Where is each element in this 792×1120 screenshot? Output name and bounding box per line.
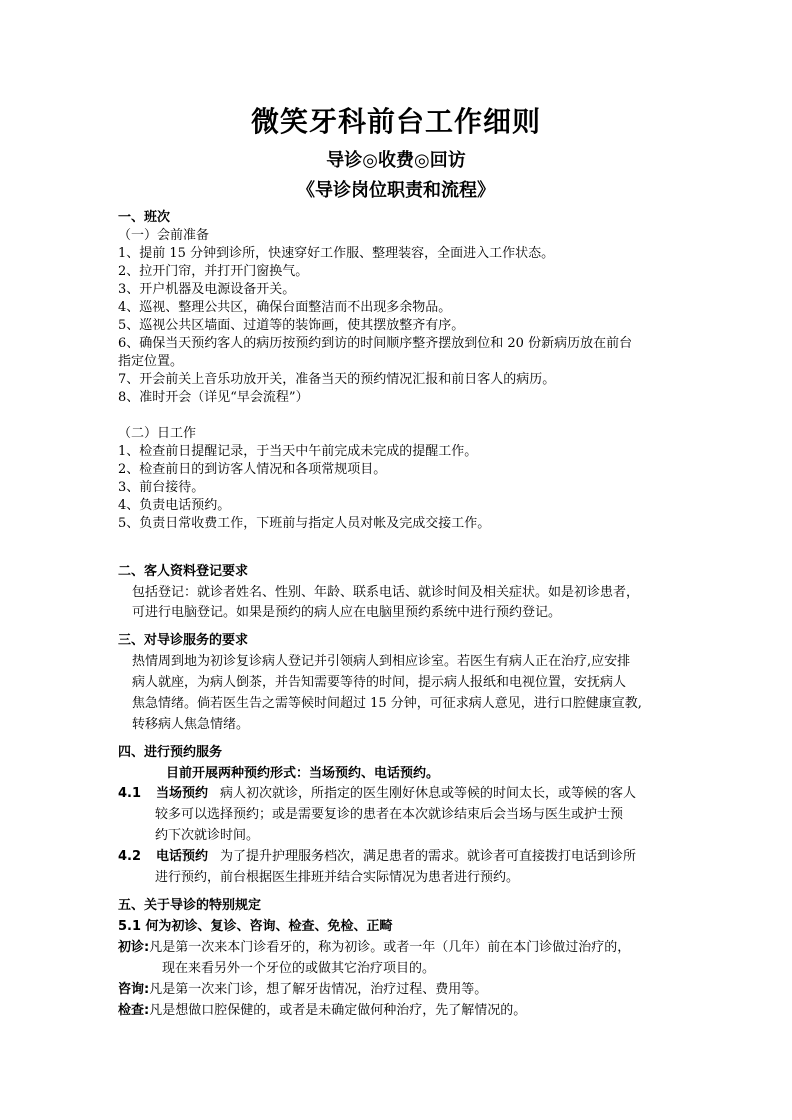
paragraph-line: 包括登记：就诊者姓名、性别、年龄、联系电话、就诊时间及相关症状。如是初诊患者， — [132, 585, 640, 600]
list-item: 7、开会前关上音乐功放开关，准备当天的预约情况汇报和前日客人的病历。 — [118, 372, 556, 387]
section-1-heading: 一、班次 — [118, 210, 171, 225]
list-item: 6、确保当天预约客人的病历按预约到访的时间顺序整齐摆放到位和 20 份新病历放在前台 — [118, 336, 633, 351]
list-item: 1、提前 15 分钟到诊所，快速穿好工作服、整理装容，全面进入工作状态。 — [118, 246, 555, 261]
section-4-heading: 四、进行预约服务 — [118, 745, 223, 760]
document-subtitle: 导诊◎收费◎回访 — [326, 150, 466, 171]
definition-label: 初诊: — [118, 940, 150, 955]
list-item: 2、拉开门帘，并打开门窗换气。 — [118, 264, 309, 279]
list-item: 1、检查前日提醒记录，于当天中午前完成未完成的提醒工作。 — [118, 444, 478, 459]
list-item: 3、开户机器及电源设备开关。 — [118, 282, 296, 297]
paragraph-line: 进行预约，前台根据医生排班并结合实际情况为患者进行预约。 — [155, 870, 520, 885]
item-4-1 — [118, 785, 636, 803]
item-label: 电话预约 — [156, 849, 209, 864]
definition-text: 凡是想做口腔保健的，或者是未确定做何种治疗，先了解情况的。 — [149, 1003, 527, 1018]
definition-label: 咨询: — [118, 982, 150, 997]
list-item: 3、前台接待。 — [118, 480, 205, 495]
document-title: 微笑牙科前台工作细则 — [250, 105, 541, 138]
definition-label: 检查: — [118, 1003, 150, 1018]
section-1-sub-2: （二）日工作 — [118, 426, 197, 441]
item-label: 当场预约 — [156, 786, 209, 801]
list-item: 5、负责日常收费工作，下班前与指定人员对帐及完成交接工作。 — [118, 516, 491, 531]
paragraph-line: 较多可以选择预约；或是需要复诊的患者在本次就诊结束后会当场与医生或护士预 — [155, 807, 624, 822]
section-3-heading: 三、对导诊服务的要求 — [118, 633, 249, 648]
item-4-2 — [118, 848, 636, 866]
list-item: 8、准时开会（详见“早会流程”） — [118, 390, 309, 405]
section-title: 《导诊岗位职责和流程》 — [297, 180, 495, 201]
definition-examination — [118, 1002, 526, 1020]
section-5-heading: 五、关于导诊的特别规定 — [118, 898, 262, 913]
paragraph-line: 可进行电脑登记。如果是预约的病人应在电脑里预约系统中进行预约登记。 — [132, 605, 562, 620]
list-item: 5、巡视公共区墙面、过道等的装饰画，使其摆放整齐有序。 — [118, 318, 465, 333]
paragraph-line: 约下次就诊时间。 — [155, 828, 260, 843]
paragraph-line: 病人就座，为病人倒茶，并告知需要等待的时间，提示病人报纸和电视位置，安抚病人 — [132, 675, 627, 690]
paragraph-line: 焦急情绪。倘若医生告之需等候时间超过 15 分钟，可征求病人意见，进行口腔健康宣教, — [132, 696, 642, 711]
paragraph-line: 转移病人焦急情绪。 — [132, 717, 250, 732]
section-2-heading: 二、客人资料登记要求 — [118, 564, 249, 579]
list-item: 2、检查前日的到访客人情况和各项常规项目。 — [118, 462, 387, 477]
item-number: 4.2 — [118, 849, 142, 864]
list-item: 4、巡视、整理公共区，确保台面整洁而不出现多余物品。 — [118, 300, 452, 315]
item-number: 4.1 — [118, 786, 142, 801]
paragraph-line: 热情周到地为初诊复诊病人登记并引领病人到相应诊室。若医生有病人正在治疗,应安排 — [132, 654, 631, 669]
definition-text: 凡是第一次来门诊，想了解牙齿情况，治疗过程、费用等。 — [149, 982, 488, 997]
section-4-intro: 目前开展两种预约形式：当场预约、电话预约。 — [166, 766, 440, 781]
list-item-continuation: 指定位置。 — [118, 354, 184, 369]
paragraph-line: 现在来看另外一个牙位的或做其它治疗项目的。 — [162, 961, 436, 976]
item-text: 为了提升护理服务档次，满足患者的需求。就诊者可直接拨打电话到诊所 — [220, 849, 637, 864]
item-text: 病人初次就诊，所指定的医生刚好休息或等候的时间太长，或等候的客人 — [220, 786, 637, 801]
definition-initial-visit — [118, 939, 630, 957]
definition-text: 凡是第一次来本门诊看牙的，称为初诊。或者一年（几年）前在本门诊做过治疗的， — [149, 940, 631, 955]
definition-consultation — [118, 981, 487, 999]
list-item: 4、负责电话预约。 — [118, 498, 231, 513]
section-5-sub: 5.1 何为初诊、复诊、咨询、检查、免检、正畸 — [118, 919, 393, 934]
section-1-sub-1: （一）会前准备 — [118, 228, 210, 243]
